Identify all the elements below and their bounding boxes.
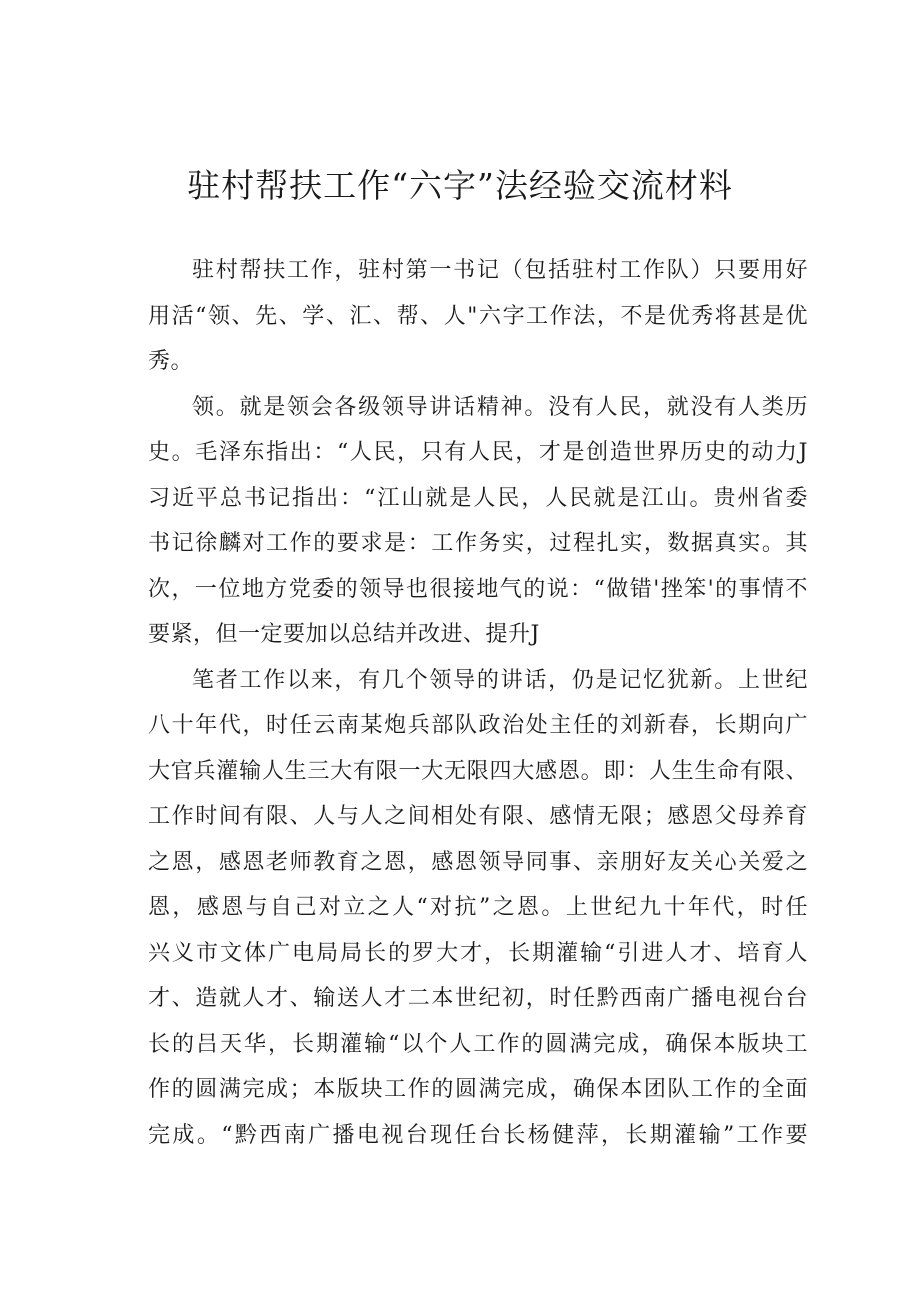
text-line: 长的吕天华，长期灌输“以个人工作的圆满完成，确保本版块工 [148,1031,808,1057]
text-line: 要紧，但一定要加以总结并改进、提升J [148,622,540,647]
text-line: 工作时间有限、人与人之间相处有限、感情无限；感恩父母养育 [148,804,808,829]
text-line: 用活“领、先、学、汇、帮、人"六字工作法，不是优秀将甚是优 [148,303,808,329]
text-line: 八十年代，时任云南某炮兵部队政治处主任的刘新春，长期向广 [148,713,808,738]
text-line: 次，一位地方党委的领导也很接地气的说：“做错'挫笨'的事情不 [148,576,808,602]
text-line: 大官兵灌输人生三大有限一大无限四大感恩。即：人生生命有限、 [148,758,808,784]
text-line: 史。毛泽东指出：“人民，只有人民，才是创造世界历史的动力J [148,440,808,465]
text-line: 作的圆满完成；本版块工作的圆满完成，确保本团队工作的全面 [148,1077,808,1102]
paragraph-ling [148,385,808,658]
text-line: 恩，感恩与自己对立之人“对抗”之恩。上世纪九十年代，时任 [148,895,808,920]
text-line: 秀。 [148,349,194,374]
paragraph-memories [148,658,808,1159]
text-line: 领。就是领会各级领导讲话精神。没有人民，就没有人类历 [192,394,808,420]
text-line: 才、造就人才、输送人才二本世纪初，时任黔西南广播电视台台 [148,986,808,1011]
text-line: 之恩，感恩老师教育之恩，感恩领导同事、亲朋好友关心关爱之 [148,849,808,875]
document-title: 驻村帮扶工作“六字”法经验交流材料 [187,166,733,205]
text-line: 书记徐麟对工作的要求是：工作务实，过程扎实，数据真实。其 [148,531,808,556]
paragraph-intro [148,248,808,385]
text-line: 完成。“黔西南广播电视台现任台长杨健萍，长期灌输”工作要 [148,1122,808,1148]
document-body [148,248,808,1158]
text-line: 驻村帮扶工作，驻村第一书记（包括驻村工作队）只要用好 [192,258,808,283]
text-line: 笔者工作以来，有几个领导的讲话，仍是记忆犹新。上世纪 [192,667,808,693]
text-line: 习近平总书记指出：“江山就是人民，人民就是江山。贵州省委 [148,485,808,511]
text-line: 兴义市文体广电局局长的罗大才，长期灌输“引进人才、培育人 [148,940,808,966]
